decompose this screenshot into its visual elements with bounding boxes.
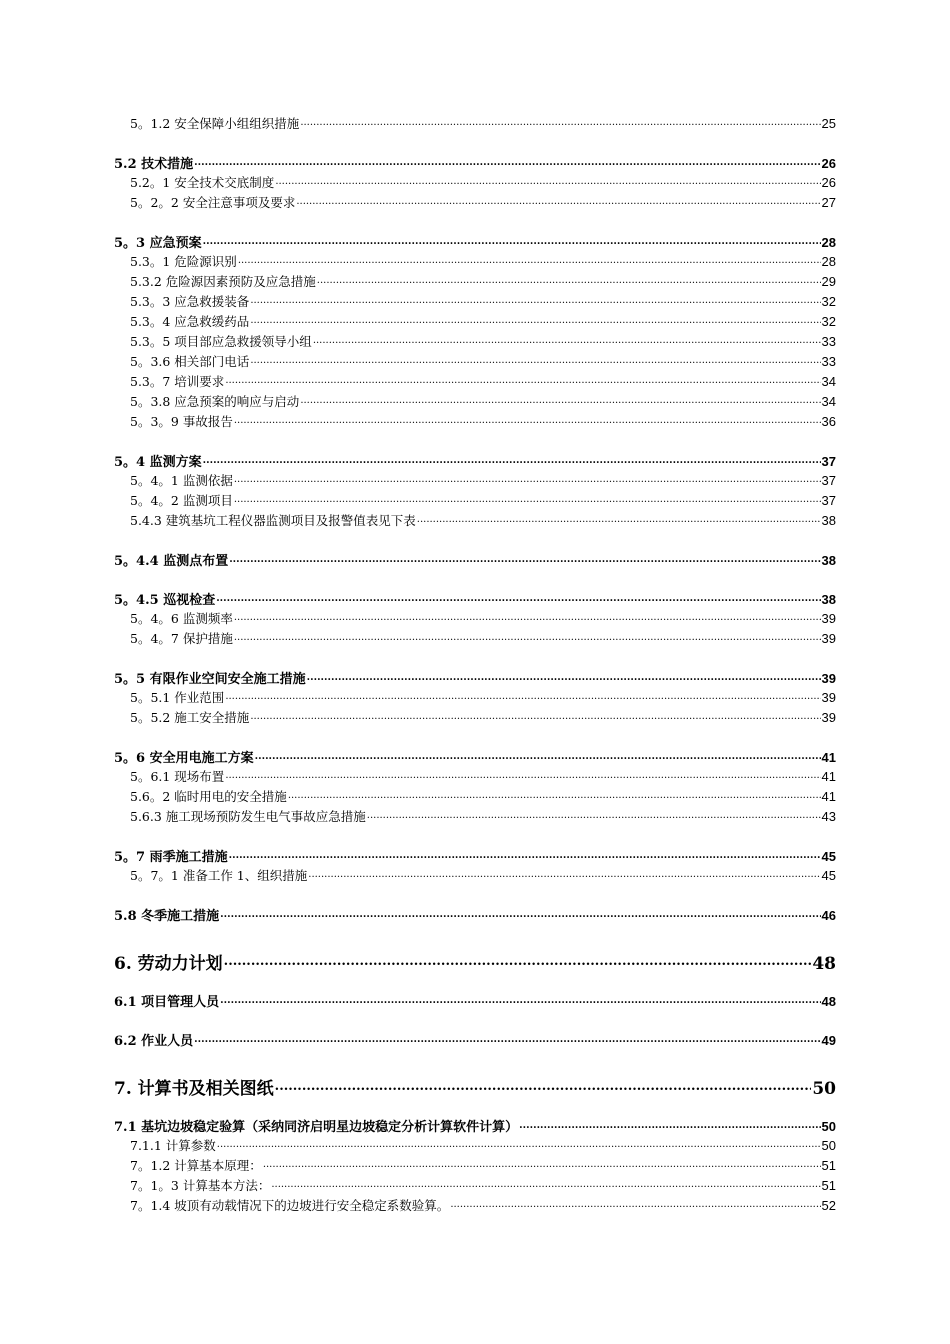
- dot-leader: [194, 154, 820, 168]
- toc-entry[interactable]: [114, 412, 836, 432]
- toc-entry[interactable]: [114, 767, 836, 787]
- toc-entry[interactable]: [114, 991, 836, 1011]
- dot-leader: [203, 452, 821, 466]
- toc-entry-title: 5。4。6 监测频率: [130, 611, 233, 626]
- toc-entry-page: 39: [821, 611, 836, 626]
- toc-entry[interactable]: [114, 688, 836, 708]
- toc-entry[interactable]: [114, 1136, 836, 1156]
- dot-leader: [250, 708, 820, 722]
- dot-leader: [307, 669, 821, 683]
- toc-entry-title: 7.1 基坑边坡稳定验算（采纳同济启明星边坡稳定分析计算软件计算）: [114, 1120, 519, 1135]
- toc-entry[interactable]: [114, 451, 836, 471]
- toc-entry[interactable]: [114, 511, 836, 531]
- toc-entry-page: 41: [821, 750, 836, 765]
- dot-leader: [250, 312, 820, 326]
- section-gap: [114, 134, 836, 153]
- toc-entry-title: 5。3.8 应急预案的响应与启动: [130, 394, 300, 409]
- dot-leader: [300, 114, 820, 128]
- toc-entry-title: 5。3 应急预案: [114, 236, 202, 251]
- toc-entry-page: 52: [821, 1198, 836, 1213]
- toc-entry-page: 25: [821, 116, 836, 131]
- toc-entry-title: 7。1。3 计算基本方法：: [130, 1178, 271, 1193]
- section-gap: [114, 937, 836, 949]
- toc-entry-page: 38: [821, 592, 836, 607]
- toc-entry-title: 5。4.4 监测点布置: [114, 554, 229, 569]
- toc-entry[interactable]: [114, 708, 836, 728]
- toc-entry[interactable]: [114, 153, 836, 173]
- toc-entry-page: 50: [821, 1119, 836, 1134]
- toc-entry-title: 5.3。1 危险源识别: [130, 254, 237, 269]
- dot-leader: [255, 748, 821, 762]
- dot-leader: [229, 551, 820, 565]
- dot-leader: [263, 1156, 821, 1170]
- toc-entry[interactable]: [114, 1176, 836, 1196]
- toc-entry[interactable]: [114, 1074, 836, 1104]
- section-gap: [114, 728, 836, 747]
- toc-entry-title: 5。1.2 安全保障小组组织措施: [130, 116, 300, 131]
- dot-leader: [308, 866, 820, 880]
- toc-entry[interactable]: [114, 807, 836, 827]
- dot-leader: [275, 173, 820, 187]
- dot-leader: [234, 609, 821, 623]
- toc-entry-page: 51: [821, 1158, 836, 1173]
- toc-entry-page: 48: [821, 994, 836, 1009]
- toc-entry-page: 37: [821, 493, 836, 508]
- dot-leader: [275, 1076, 812, 1094]
- toc-entry-title: 5。6 安全用电施工方案: [114, 751, 254, 766]
- toc-entry-title: 5.3.2 危险源因素预防及应急措施: [130, 274, 316, 289]
- dot-leader: [203, 233, 821, 247]
- dot-leader: [224, 951, 812, 969]
- toc-entry-page: 38: [821, 553, 836, 568]
- toc-entry[interactable]: [114, 252, 836, 272]
- dot-leader: [288, 787, 821, 801]
- dot-leader: [367, 807, 821, 821]
- section-gap: [114, 213, 836, 232]
- toc-entry-page: 33: [821, 334, 836, 349]
- dot-leader: [220, 906, 820, 920]
- toc-entry-page: 41: [821, 789, 836, 804]
- toc-entry[interactable]: [114, 232, 836, 252]
- toc-entry[interactable]: [114, 609, 836, 629]
- dot-leader: [417, 511, 821, 525]
- toc-entry-page: 45: [821, 849, 836, 864]
- section-gap: [114, 925, 836, 937]
- section-gap: [114, 979, 836, 991]
- toc-entry[interactable]: [114, 949, 836, 979]
- toc-entry-title: 5。7。1 准备工作 1、组织措施: [130, 868, 308, 883]
- dot-leader: [317, 272, 821, 286]
- toc-entry[interactable]: [114, 1156, 836, 1176]
- toc-entry[interactable]: [114, 352, 836, 372]
- toc-entry-title: 5。5 有限作业空间安全施工措施: [114, 672, 306, 687]
- section-gap: [114, 1011, 836, 1030]
- dot-leader: [519, 1117, 820, 1131]
- toc-entry-page: 32: [821, 294, 836, 309]
- toc-entry[interactable]: [114, 332, 836, 352]
- toc-entry-title: 5。5.1 作业范围: [130, 690, 225, 705]
- table-of-contents: [114, 114, 836, 1216]
- section-gap: [114, 827, 836, 846]
- section-gap: [114, 886, 836, 905]
- dot-leader: [234, 412, 821, 426]
- toc-entry-page: 26: [821, 175, 836, 190]
- dot-leader: [313, 332, 821, 346]
- section-gap: [114, 531, 836, 550]
- dot-leader: [238, 252, 821, 266]
- toc-entry[interactable]: [114, 787, 836, 807]
- toc-entry-title: 5.3。3 应急救援装备: [130, 294, 250, 309]
- toc-entry-title: 5.3。7 培训要求: [130, 374, 225, 389]
- toc-entry[interactable]: [114, 589, 836, 609]
- toc-entry[interactable]: [114, 292, 836, 312]
- dot-leader: [234, 471, 821, 485]
- dot-leader: [450, 1196, 820, 1210]
- toc-entry[interactable]: [114, 905, 836, 925]
- toc-entry-page: 43: [821, 809, 836, 824]
- toc-entry-page: 50: [812, 1079, 836, 1099]
- toc-entry-title: 5。2。2 安全注意事项及要求: [130, 195, 296, 210]
- dot-leader: [217, 1136, 821, 1150]
- toc-entry-page: 27: [821, 195, 836, 210]
- toc-entry-page: 39: [821, 690, 836, 705]
- toc-entry-page: 48: [812, 954, 836, 974]
- toc-entry-page: 34: [821, 374, 836, 389]
- toc-entry-title: 5。3。9 事故报告: [130, 414, 233, 429]
- toc-entry-title: 5.2。1 安全技术交底制度: [130, 175, 275, 190]
- toc-entry-page: 37: [821, 473, 836, 488]
- toc-entry[interactable]: [114, 114, 836, 134]
- toc-entry[interactable]: [114, 550, 836, 570]
- toc-entry-title: 5。4。2 监测项目: [130, 493, 233, 508]
- toc-entry[interactable]: [114, 1196, 836, 1216]
- dot-leader: [225, 372, 820, 386]
- toc-entry-title: 5.2 技术措施: [114, 157, 194, 172]
- toc-entry[interactable]: [114, 312, 836, 332]
- toc-entry-title: 5。4.5 巡视检查: [114, 593, 216, 608]
- section-gap: [114, 570, 836, 589]
- toc-entry[interactable]: [114, 747, 836, 767]
- toc-entry-page: 39: [821, 631, 836, 646]
- toc-entry-title: 5。4。7 保护措施: [130, 631, 233, 646]
- toc-entry[interactable]: [114, 866, 836, 886]
- dot-leader: [296, 193, 820, 207]
- toc-entry-page: 36: [821, 414, 836, 429]
- toc-entry[interactable]: [114, 372, 836, 392]
- toc-entry-title: 5.4.3 建筑基坑工程仪器监测项目及报警值表见下表: [130, 513, 416, 528]
- toc-entry[interactable]: [114, 173, 836, 193]
- toc-entry-page: 49: [821, 1033, 836, 1048]
- toc-entry-page: 29: [821, 274, 836, 289]
- toc-entry-title: 5.3。4 应急救缓药品: [130, 314, 250, 329]
- toc-entry[interactable]: [114, 392, 836, 412]
- dot-leader: [194, 1031, 820, 1045]
- toc-entry-page: 38: [821, 513, 836, 528]
- toc-entry-title: 5.6.3 施工现场预防发生电气事故应急措施: [130, 809, 366, 824]
- dot-leader: [234, 629, 821, 643]
- section-gap: [114, 649, 836, 668]
- section-gap: [114, 1050, 836, 1062]
- toc-entry-title: 7.1.1 计算参数: [130, 1138, 216, 1153]
- section-gap: [114, 1104, 836, 1116]
- toc-entry[interactable]: [114, 846, 836, 866]
- dot-leader: [234, 491, 821, 505]
- toc-entry-page: 45: [821, 868, 836, 883]
- toc-entry-page: 46: [821, 908, 836, 923]
- dot-leader: [225, 688, 820, 702]
- section-gap: [114, 432, 836, 451]
- toc-entry[interactable]: [114, 471, 836, 491]
- toc-entry[interactable]: [114, 193, 836, 213]
- dot-leader: [271, 1176, 820, 1190]
- toc-entry-page: 41: [821, 769, 836, 784]
- toc-entry-page: 26: [821, 156, 836, 171]
- toc-entry[interactable]: [114, 491, 836, 511]
- dot-leader: [225, 767, 820, 781]
- toc-entry-title: 5。7 雨季施工措施: [114, 850, 228, 865]
- toc-entry-page: 51: [821, 1178, 836, 1193]
- toc-entry-title: 7。1.2 计算基本原理：: [130, 1158, 262, 1173]
- dot-leader: [250, 352, 820, 366]
- toc-entry-page: 28: [821, 235, 836, 250]
- toc-entry-title: 7。1.4 坡顶有动载情况下的边坡进行安全稳定系数验算。: [130, 1198, 450, 1213]
- toc-entry-title: 7. 计算书及相关图纸: [114, 1079, 274, 1099]
- toc-entry-page: 28: [821, 254, 836, 269]
- toc-entry-page: 33: [821, 354, 836, 369]
- toc-entry-title: 6.1 项目管理人员: [114, 995, 220, 1010]
- toc-entry-title: 5。3.6 相关部门电话: [130, 354, 250, 369]
- dot-leader: [300, 392, 820, 406]
- toc-entry[interactable]: [114, 1030, 836, 1050]
- dot-leader: [229, 847, 821, 861]
- toc-entry-title: 5。4 监测方案: [114, 455, 202, 470]
- toc-entry[interactable]: [114, 1116, 836, 1136]
- dot-leader: [220, 992, 820, 1006]
- toc-entry-title: 5。6.1 现场布置: [130, 769, 225, 784]
- toc-entry-title: 5.6。2 临时用电的安全措施: [130, 789, 287, 804]
- toc-entry[interactable]: [114, 668, 836, 688]
- dot-leader: [216, 590, 820, 604]
- toc-entry-page: 50: [821, 1138, 836, 1153]
- toc-entry-page: 37: [821, 454, 836, 469]
- toc-entry[interactable]: [114, 272, 836, 292]
- toc-entry-title: 5。4。1 监测依据: [130, 473, 233, 488]
- toc-entry-title: 5.8 冬季施工措施: [114, 909, 220, 924]
- toc-entry-title: 5。5.2 施工安全措施: [130, 710, 250, 725]
- toc-entry[interactable]: [114, 629, 836, 649]
- dot-leader: [250, 292, 820, 306]
- toc-entry-title: 6. 劳动力计划: [114, 954, 223, 974]
- toc-entry-title: 5.3。5 项目部应急救援领导小组: [130, 334, 312, 349]
- toc-entry-page: 32: [821, 314, 836, 329]
- toc-entry-page: 39: [821, 671, 836, 686]
- section-gap: [114, 1062, 836, 1074]
- toc-entry-page: 39: [821, 710, 836, 725]
- toc-entry-title: 6.2 作业人员: [114, 1034, 194, 1049]
- toc-entry-page: 34: [821, 394, 836, 409]
